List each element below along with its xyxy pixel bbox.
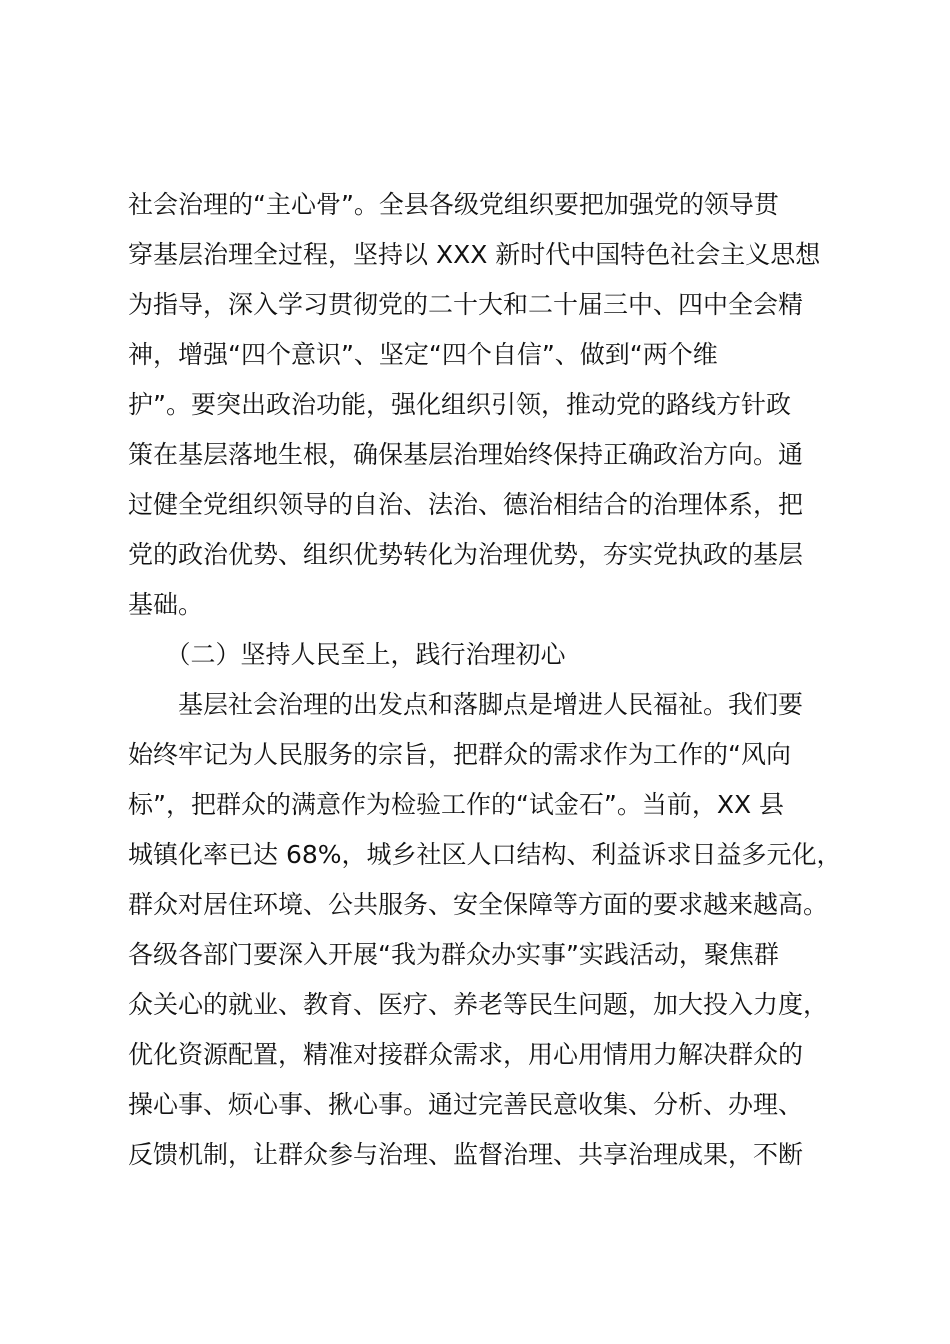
text-line: 标”，把群众的满意作为检验工作的“试金石”。当前，XX 县 xyxy=(128,790,785,819)
text-line: 基层社会治理的出发点和落脚点是增进人民福祉。我们要 xyxy=(128,690,804,719)
text-line: 众关心的就业、教育、医疗、养老等民生问题，加大投入力度， xyxy=(128,990,829,1019)
text-line: 基础。 xyxy=(128,590,204,619)
text-line: 操心事、烦心事、揪心事。通过完善民意收集、分析、办理、 xyxy=(128,1090,804,1119)
section-heading: （二）坚持人民至上，践行治理初心 xyxy=(128,640,566,669)
text-line: 神，增强“四个意识”、坚定“四个自信”、做到“两个维 xyxy=(128,340,718,369)
text-line: 穿基层治理全过程，坚持以 XXX 新时代中国特色社会主义思想 xyxy=(128,240,821,269)
body-text xyxy=(128,180,848,1180)
text-line: 反馈机制，让群众参与治理、监督治理、共享治理成果，不断 xyxy=(128,1140,804,1169)
text-line: 社会治理的“主心骨”。全县各级党组织要把加强党的领导贯 xyxy=(128,190,779,219)
text-line: 各级各部门要深入开展“我为群众办实事”实践活动，聚焦群 xyxy=(128,940,779,969)
text-line: 城镇化率已达 68%，城乡社区人口结构、利益诉求日益多元化， xyxy=(128,840,842,869)
text-line: 策在基层落地生根，确保基层治理始终保持正确政治方向。通 xyxy=(128,440,804,469)
text-line: 优化资源配置，精准对接群众需求，用心用情用力解决群众的 xyxy=(128,1040,804,1069)
text-line: 为指导，深入学习贯彻党的二十大和二十届三中、四中全会精 xyxy=(128,290,804,319)
text-line: 过健全党组织领导的自治、法治、德治相结合的治理体系，把 xyxy=(128,490,804,519)
text-line: 党的政治优势、组织优势转化为治理优势，夯实党执政的基层 xyxy=(128,540,804,569)
text-line: 群众对居住环境、公共服务、安全保障等方面的要求越来越高。 xyxy=(128,890,829,919)
text-line: 始终牢记为人民服务的宗旨，把群众的需求作为工作的“风向 xyxy=(128,740,791,769)
text-line: 护”。要突出政治功能，强化组织引领，推动党的路线方针政 xyxy=(128,390,791,419)
